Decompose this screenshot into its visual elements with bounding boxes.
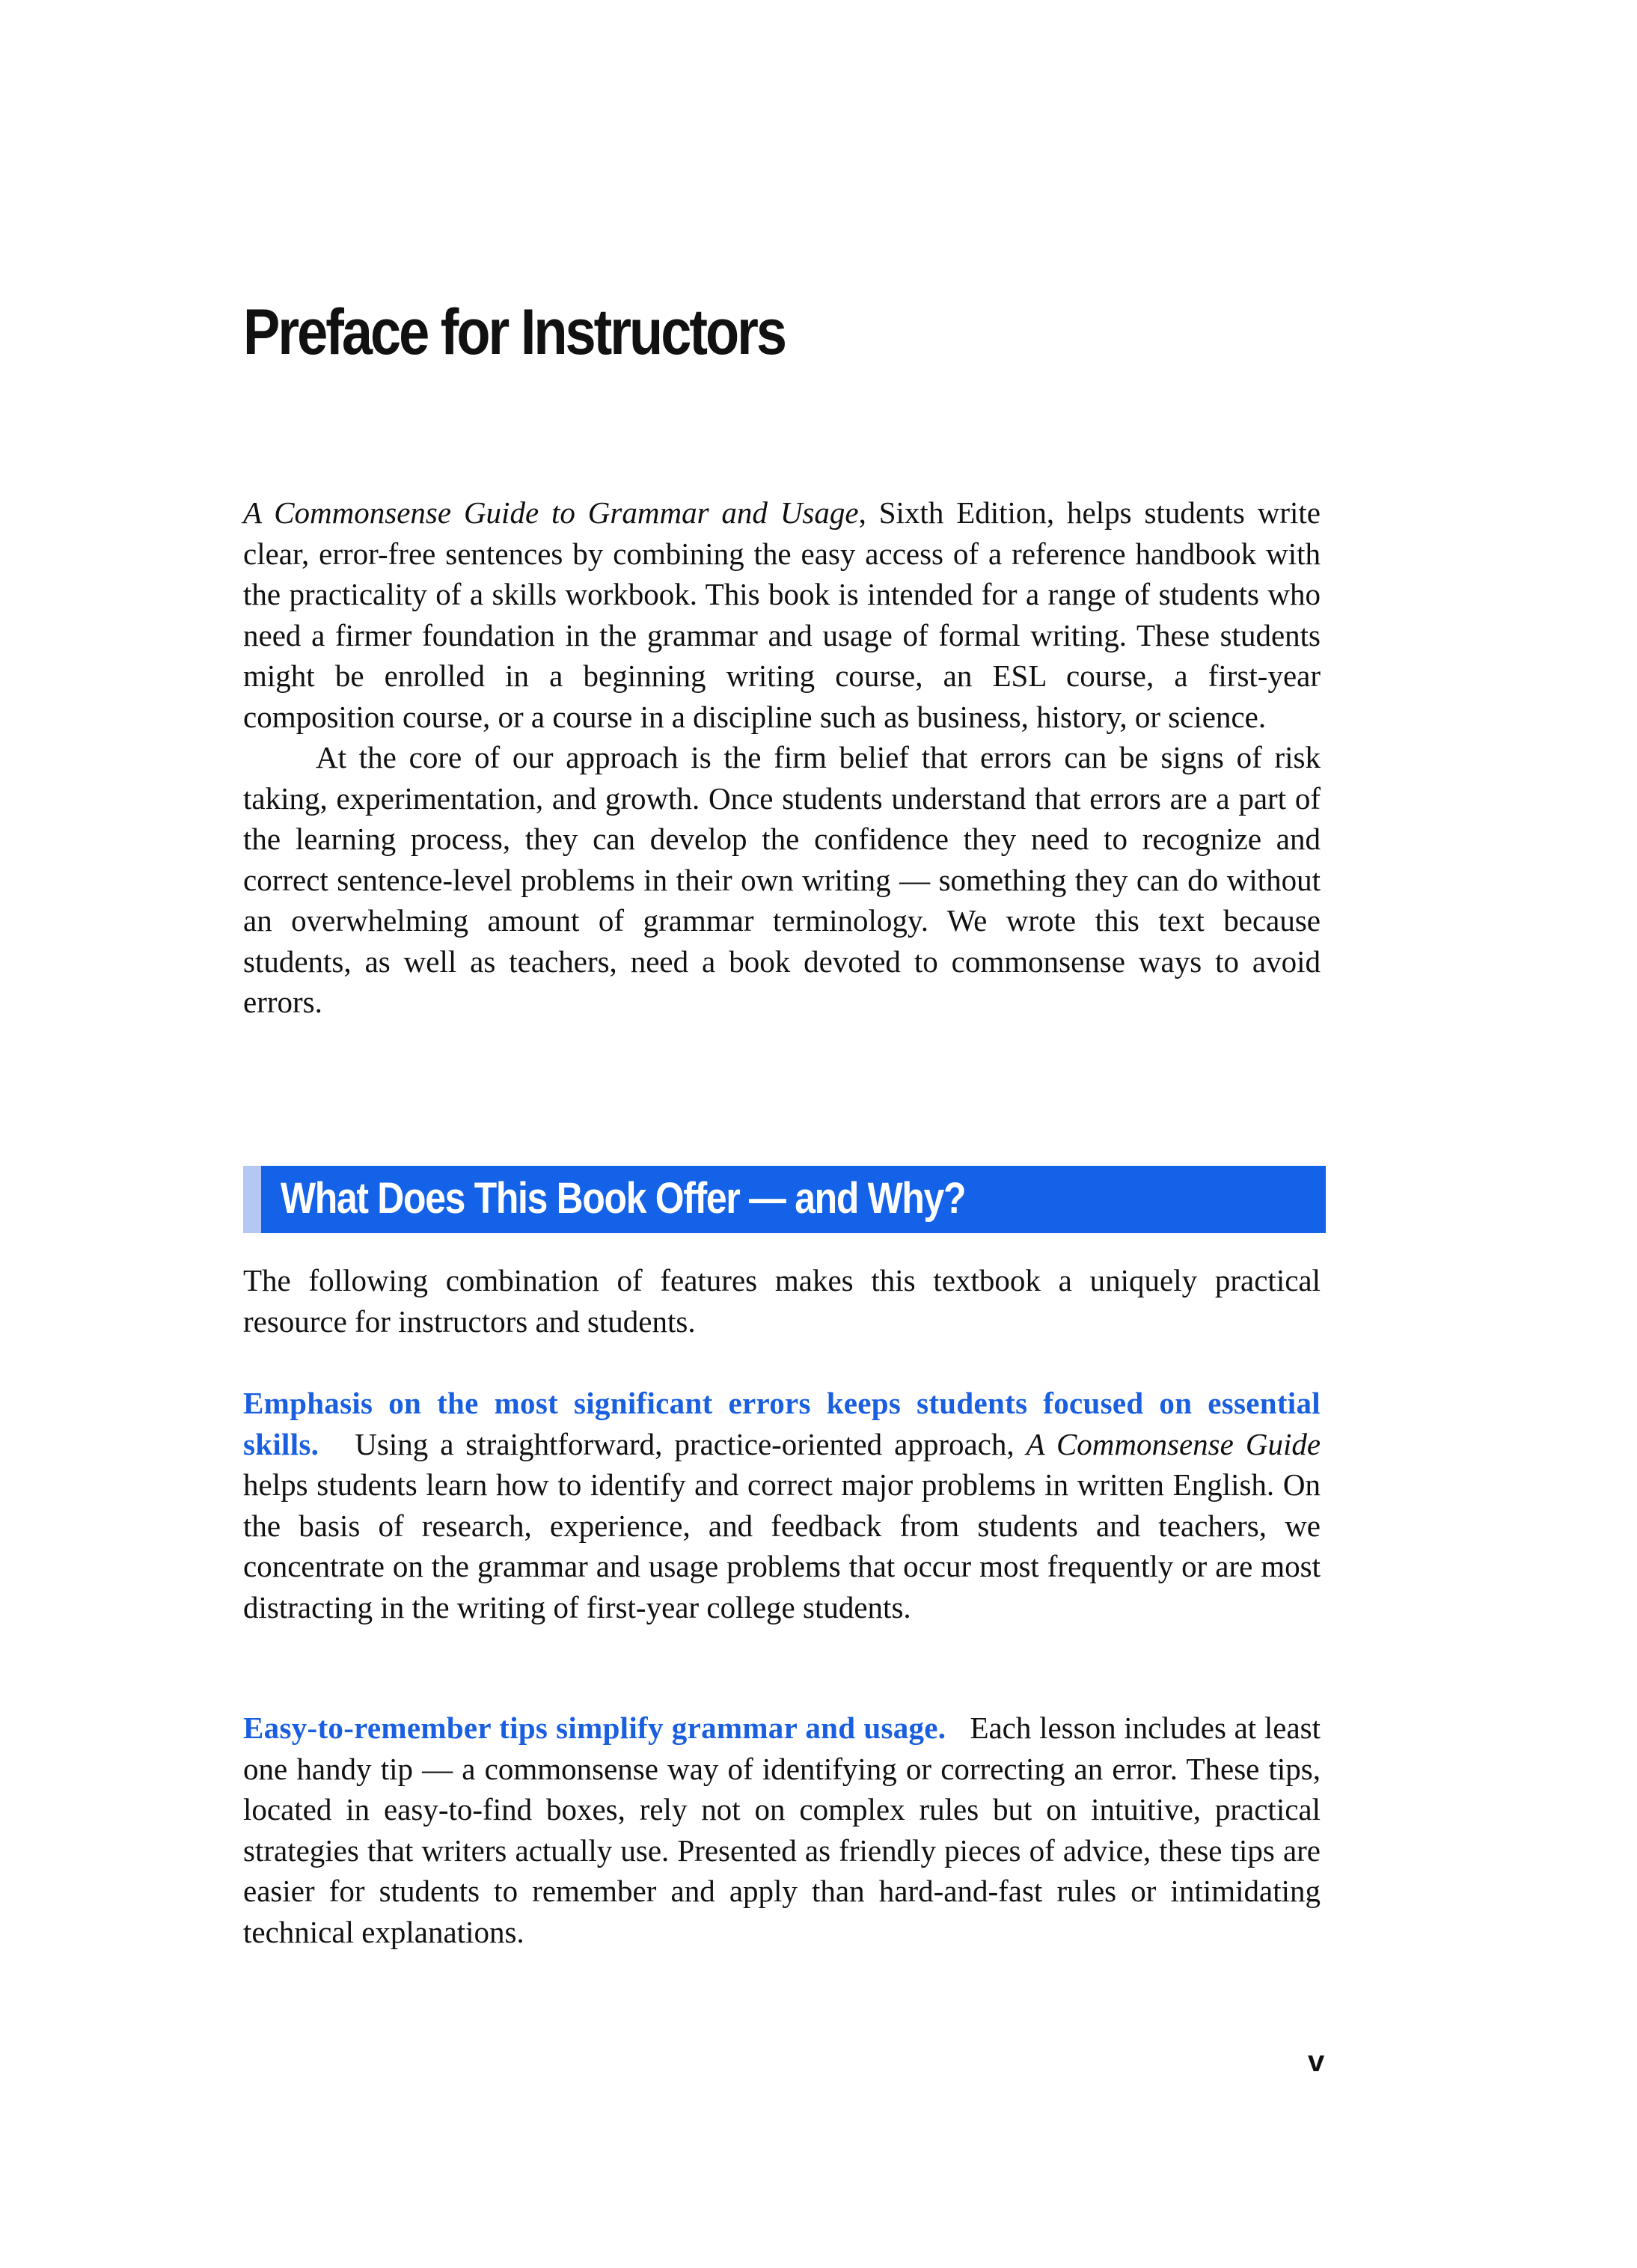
page-title: Preface for Instructors xyxy=(243,296,786,368)
intro-paragraph-1 xyxy=(243,492,1321,737)
feature-tips-body: Each lesson includes at least one handy tip — a commonsense way of identifying or correcting an error. These tips, located in easy-to-find boxes, rely not on complex rules but on intuitive, practical strategies that writers actually use. Presented as friendly pieces of advice, these tips are easier for students to remember and apply than hard-and-fast rules or intimidating technical explanations. xyxy=(243,1711,1321,1949)
section-heading-bar xyxy=(243,1166,1326,1233)
section-bar-accent xyxy=(243,1166,261,1233)
section-intro xyxy=(243,1260,1321,1342)
book-title: A Commonsense Guide to Grammar and Usage xyxy=(243,495,859,530)
feature-emphasis-title: Emphasis on the most significant errors keeps students focused on essential skills. xyxy=(243,1386,1321,1461)
section-heading: What Does This Book Offer — and Why? xyxy=(281,1174,966,1223)
feature-emphasis xyxy=(243,1383,1321,1627)
intro-paragraph-1-text: , Sixth Edition, helps students write clear, error-free sentences by combining the easy access of a reference handbook with the practicality of a skills workbook. This book is intended for a range of students who need a firmer foundation in the grammar and usage of formal writing. These students might be enrolled in a beginning writing course, an ESL course, a first-year composition course, or a course in a discipline such as business, history, or science. xyxy=(243,495,1321,734)
section-intro-paragraph: The following combination of features makes this textbook a uniquely practical resource for instructors and students. xyxy=(243,1263,1321,1339)
feature-tips xyxy=(243,1708,1321,1952)
page-number: v xyxy=(1308,2045,1325,2078)
feature-emphasis-paragraph xyxy=(243,1383,1321,1627)
feature-tips-paragraph xyxy=(243,1708,1321,1952)
feature-emphasis-book-title: A Commonsense Guide xyxy=(1026,1426,1321,1461)
intro-section xyxy=(243,492,1321,1023)
intro-paragraph-2: At the core of our approach is the firm belief that errors can be signs of risk taking, experimentation, and growth. Once students understand that errors are a part of the learning process, they can develop the confidence they need to recognize and correct sentence-level problems in their own writing — something they can do without an overwhelming amount of grammar terminology. We wrote this text because students, as well as teachers, need a book devoted to commonsense ways to avoid errors. xyxy=(243,740,1321,1019)
feature-emphasis-lead: Using a straightforward, practice-oriented approach, xyxy=(355,1426,1015,1461)
feature-emphasis-body: helps students learn how to identify and correct major problems in written English. On the basis of research, experience, and feedback from students and teachers, we concentrate on the grammar and usage problems that occur most frequently or are most distracting in the writing of first-year college students. xyxy=(243,1467,1321,1624)
feature-tips-title: Easy-to-remember tips simplify grammar and usage. xyxy=(243,1711,946,1745)
